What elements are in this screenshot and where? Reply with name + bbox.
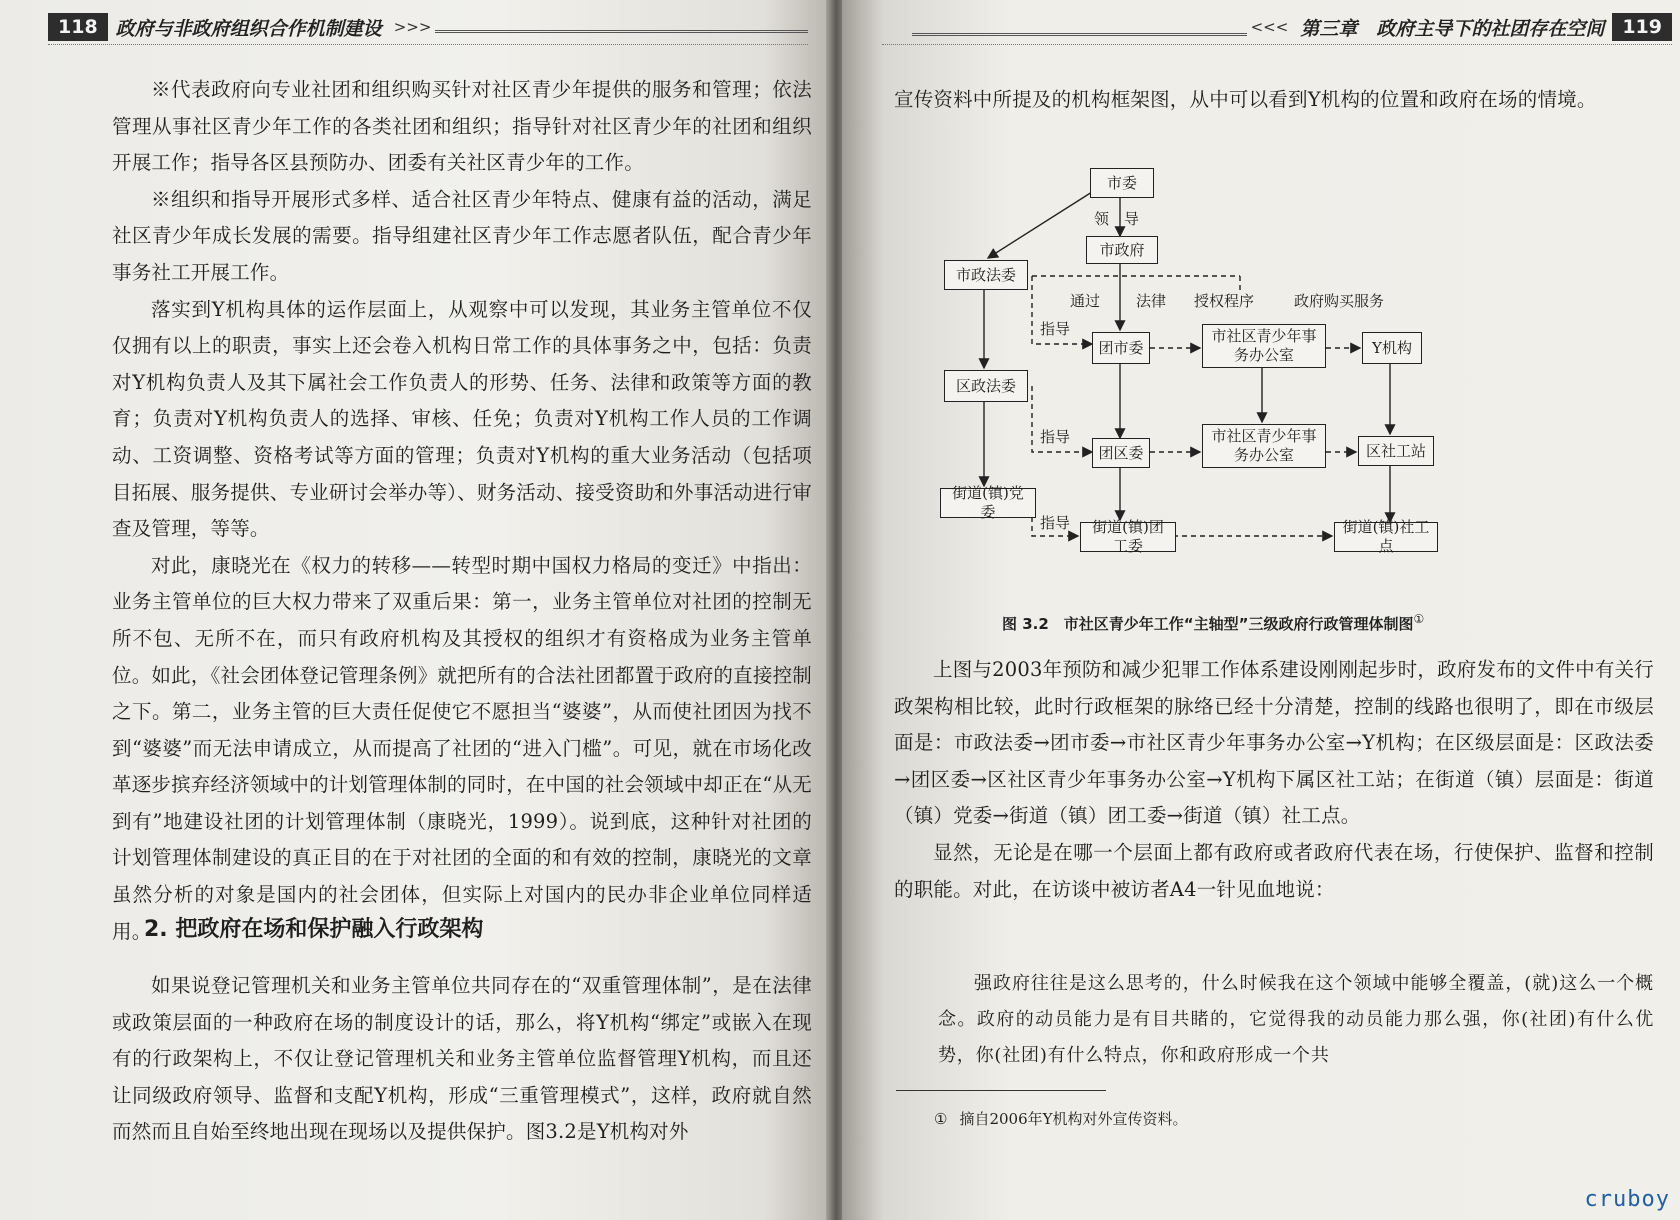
paragraph: 显然，无论是在哪一个层面上都有政府或者政府代表在场，行使保护、监督和控制的职能。对此，在访谈中被访者A4一针见血地说： <box>894 840 1654 901</box>
node-tuanquwei: 团区委 <box>1092 438 1150 468</box>
node-qu-office: 市社区青少年事务办公室 <box>1202 424 1326 468</box>
label-guide: 指导 <box>1040 514 1071 532</box>
header-dotted-rule <box>48 44 808 45</box>
node-jiedao-dangwei: 街道(镇)党委 <box>940 488 1036 518</box>
paragraph: 宣传资料中所提及的机构框架图，从中可以看到Y机构的位置和政府在场的情境。 <box>894 88 1597 111</box>
header-rule <box>435 16 808 33</box>
figure-caption-text: 图 3.2 市社区青少年工作“主轴型”三级政府行政管理体制图 <box>1002 615 1414 633</box>
label-law: 法律 <box>1136 292 1167 310</box>
left-body-text-2 <box>112 968 812 1151</box>
paragraph: 如果说登记管理机关和业务主管单位共同存在的“双重管理体制”，是在法律或政策层面的一种政府在场的制度设计的话，那么，将Y机构“绑定”或嵌入在现有的行政架构上，不仅让登记管理机关和业务主管单位监督管理Y机构，而且还让同级政府领导、监督和支配Y机构，形成“三重管理模式”，这样，政府就自然而然而且自始至终地出现在现场以及提供保护。图3.2是Y机构对外 <box>112 974 812 1144</box>
footnote <box>934 1108 1188 1129</box>
label-through: 通过 <box>1070 292 1101 310</box>
right-body-text <box>894 652 1654 908</box>
label-lead: 领 导 <box>1094 210 1140 228</box>
node-shi-office: 市社区青少年事务办公室 <box>1202 324 1326 368</box>
node-shizhengfu: 市政府 <box>1086 236 1158 264</box>
node-y-org: Y机构 <box>1362 332 1422 364</box>
node-tuanshiwei: 团市委 <box>1092 332 1150 364</box>
chevron-right-icon: >>> <box>393 18 432 36</box>
header-rule <box>912 19 1247 36</box>
right-page-header <box>912 12 1672 42</box>
footnote-text: 摘自2006年Y机构对外宣传资料。 <box>959 1110 1188 1128</box>
quote-text: 强政府往往是这么思考的，什么时候我在这个领域中能够全覆盖，(就)这么一个概念。政府的动员能力是有目共睹的，它觉得我的动员能力那么强，你(社团)有什么优势，你(社团)有什么特点，你和政府形成一个共 <box>938 973 1654 1066</box>
node-qu-station: 区社工站 <box>1358 436 1434 466</box>
right-page <box>842 0 1680 1220</box>
label-guide: 指导 <box>1040 428 1071 446</box>
label-auth: 授权程序 <box>1194 292 1255 310</box>
interview-quote <box>938 966 1654 1074</box>
org-structure-diagram <box>940 168 1440 600</box>
footnote-mark: ① <box>934 1110 948 1128</box>
left-page-header <box>48 12 808 42</box>
running-title: 第三章 政府主导下的社团存在空间 <box>1300 17 1605 40</box>
figure-footnote-mark: ① <box>1413 612 1425 626</box>
header-dotted-rule <box>882 44 1672 45</box>
running-title: 政府与非政府组织合作机制建设 <box>115 17 382 40</box>
section-heading: 2. 把政府在场和保护融入行政架构 <box>144 917 484 942</box>
left-body-text <box>112 72 812 950</box>
footnote-rule <box>896 1090 1106 1091</box>
label-purchase: 政府购买服务 <box>1294 292 1385 310</box>
paragraph: 对此，康晓光在《权力的转移——转型时期中国权力格局的变迁》中指出：业务主管单位的巨大权力带来了双重后果：第一，业务主管单位对社团的控制无所不包、无所不在，而只有政府机构及其授权的组织才有资格成为业务主管单位。如此，《社会团体登记管理条例》就把所有的合法社团都置于政府的直接控制之下。第二，业务主管的巨大责任促使它不愿担当“婆婆”，从而使社团因为找不到“婆婆”而无法申请成立，从而提高了社团的“进入门槛”。可见，就在市场化改革逐步摈弃经济领域中的计划管理体制的同时，在中国的社会领域中却正在“从无到有”地建设社团的计划管理体制（康晓光，1999）。说到底，这种针对社团的计划管理体制建设的真正目的在于对社团的全面的和有效的控制，康晓光的文章虽然分析的对象是国内的社会团体，但实际上对国内的民办非企业单位同样适用。 <box>112 553 812 943</box>
label-guide: 指导 <box>1040 320 1071 338</box>
node-jiedao-tuangongwei: 街道(镇)团工委 <box>1080 522 1176 552</box>
page-number: 119 <box>1612 13 1672 41</box>
paragraph: 落实到Y机构具体的运作层面上，从观察中可以发现，其业务主管单位不仅仅拥有以上的职责，事实上还会卷入机构日常工作的具体事务之中，包括：负责对Y机构负责人及其下属社会工作负责人的形势、任务、法律和政策等方面的教育；负责对Y机构负责人的选择、审核、任免；负责对Y机构工作人员的工作调动、工资调整、资格考试等方面的管理；负责对Y机构的重大业务活动（包括项目拓展、服务提供、专业研讨会举办等）、财务活动、接受资助和外事活动进行审查及管理，等等。 <box>112 297 812 541</box>
right-body-text-top <box>894 82 1654 119</box>
paragraph: ※组织和指导开展形式多样、适合社区青少年特点、健康有益的活动，满足社区青少年成长发展的需要。指导组建社区青少年工作志愿者队伍，配合青少年事务社工开展工作。 <box>112 187 812 284</box>
paragraph: ※代表政府向专业社团和组织购买针对社区青少年提供的服务和管理；依法管理从事社区青少年工作的各类社团和组织；指导针对社区青少年的社团和组织开展工作；指导各区县预防办、团委有关社区青少年的工作。 <box>112 78 812 175</box>
paragraph: 上图与2003年预防和减少犯罪工作体系建设刚刚起步时，政府发布的文件中有关行政架构相比较，此时行政框架的脉络已经十分清楚，控制的线路也很明了，即在市级层面是：市政法委→团市委→市社区青少年事务办公室→Y机构；在区级层面是：区政法委→团区委→区社区青少年事务办公室→Y机构下属区社工站；在街道（镇）层面是：街道（镇）党委→街道（镇）团工委→街道（镇）社工点。 <box>894 658 1654 828</box>
page-number: 118 <box>48 13 108 41</box>
node-shizhengfawei: 市政法委 <box>944 260 1028 290</box>
chevron-left-icon: <<< <box>1250 18 1289 36</box>
node-shiwei: 市委 <box>1090 168 1154 198</box>
left-page <box>0 0 830 1220</box>
watermark: cruboy <box>1584 1187 1670 1212</box>
figure-caption <box>1002 612 1424 634</box>
node-jiedao-point: 街道(镇)社工点 <box>1334 522 1438 552</box>
node-quzhengfawei: 区政法委 <box>944 370 1028 402</box>
